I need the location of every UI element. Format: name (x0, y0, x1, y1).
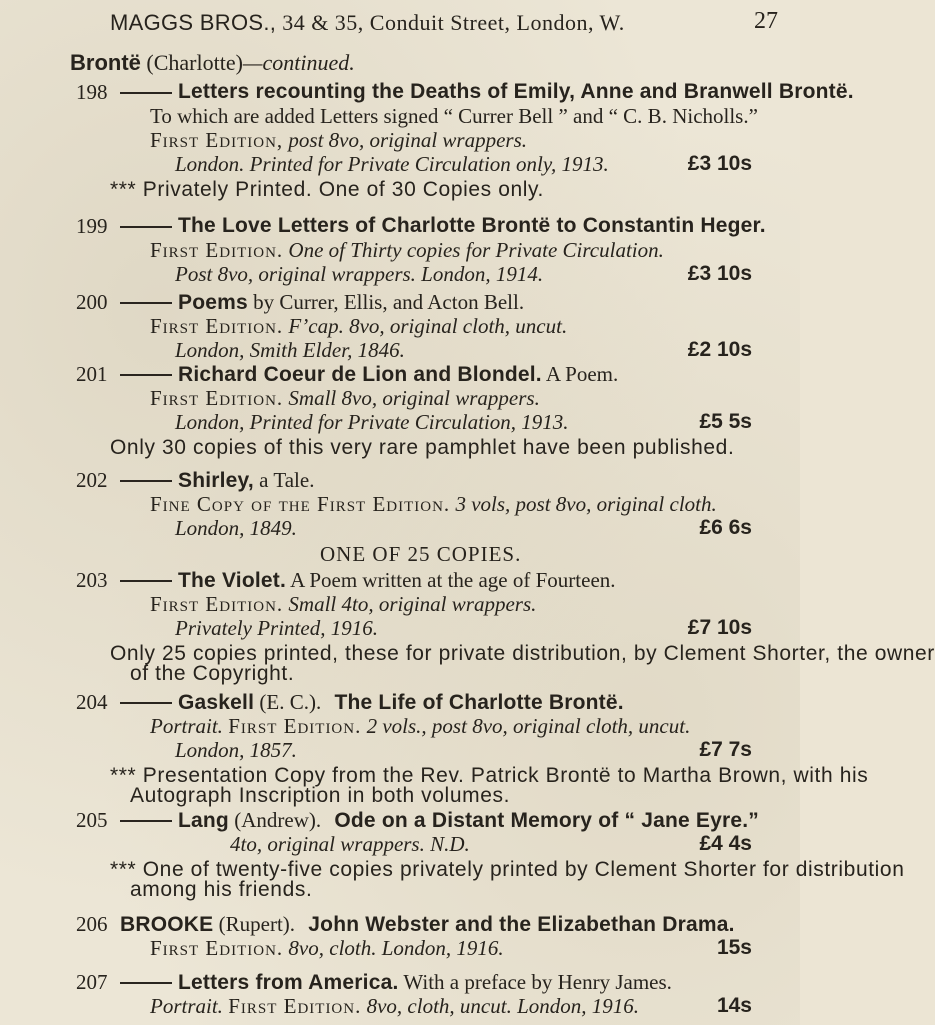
lot-author-rest: (E. C.). (259, 690, 322, 714)
lot-format: Small 4to, original wrappers. (288, 592, 537, 616)
lot-price: £6 6s (699, 516, 752, 539)
lot-title: Letters recounting the Deaths of Emily, Anne and Branwell Brontë. (178, 80, 854, 103)
lot-format: post 8vo, original wrappers. (288, 128, 528, 152)
lot-imprint: London, Printed for Private Circulation, 1913. (175, 410, 569, 434)
lot-dash (120, 580, 172, 582)
lot-edition: First Edition. (150, 238, 284, 262)
lot-title-rest: A Poem written at the age of Fourteen. (290, 568, 616, 592)
lot-number: 207 (76, 970, 108, 994)
lot-price: £3 10s (687, 152, 752, 175)
lot-dash (120, 226, 172, 228)
lot-line-2 (150, 314, 567, 338)
lot-note: *** One of twenty-five copies privately printed by Clement Shorter for distribution (110, 858, 905, 881)
lot-title-bold: Letters from America. (178, 971, 399, 994)
lot-title-rest: A Poem. (545, 362, 619, 386)
lot-number: 200 (76, 290, 108, 314)
lot-edition: First Edition. (150, 314, 284, 338)
lot-author-rest: (Andrew). (234, 808, 322, 832)
lot-line-2: To which are added Letters signed “ Currer Bell ” and “ C. B. Nicholls.” (150, 104, 758, 128)
lot-number: 206 (76, 912, 108, 936)
section-continued: —continued. (242, 50, 355, 75)
lot-title (178, 690, 624, 715)
lot-imprint: London, 1857. (175, 738, 297, 762)
lot-imprint: Post 8vo, original wrappers. London, 1914. (175, 262, 544, 286)
lot-title-bold: Poems (178, 291, 248, 314)
lot-format: 4to, original wrappers. N.D. (230, 832, 470, 856)
lot-note: Only 30 copies of this very rare pamphlet have been published. (110, 436, 735, 459)
lot-line-2 (150, 492, 717, 516)
lot-number: 199 (76, 214, 108, 238)
lot-line-2 (150, 592, 536, 616)
lot-note-cont: of the Copyright. (130, 662, 295, 685)
lot-price: £3 10s (687, 262, 752, 285)
lot-author: Lang (178, 809, 229, 832)
lot-note-cont: Autograph Inscription in both volumes. (130, 784, 511, 807)
lot-author: BROOKE (120, 913, 214, 936)
lot-edition: First Edition, (150, 128, 284, 152)
lot-format: 8vo, cloth. London, 1916. (288, 936, 504, 960)
lot-title (178, 970, 672, 995)
lot-title (178, 362, 618, 387)
lot-number: 202 (76, 468, 108, 492)
lot-price: 15s (716, 936, 752, 959)
lot-format: 8vo, cloth, uncut. London, 1916. (366, 994, 640, 1018)
lot-format: 3 vols, post 8vo, original cloth. (455, 492, 717, 516)
lot-number: 205 (76, 808, 108, 832)
lot-imprint: London, Smith Elder, 1846. (175, 338, 405, 362)
lot-line-2 (150, 238, 664, 262)
lot-edition: First Edition. (150, 936, 284, 960)
lot-line-2 (150, 386, 540, 410)
lot-edition: Fine Copy of the First Edition. (150, 492, 451, 516)
lot-price: 14s (716, 994, 752, 1017)
lot-line-2 (150, 994, 639, 1018)
lot-price: £5 5s (699, 410, 752, 433)
lot-imprint: Privately Printed, 1916. (175, 616, 378, 640)
lot-line-2 (150, 714, 690, 738)
lot-note: *** Presentation Copy from the Rev. Patrick Brontë to Martha Brown, with his (110, 764, 869, 787)
lot-dash (120, 820, 172, 822)
lot-title-bold: Ode on a Distant Memory of “ Jane Eyre.” (334, 809, 759, 832)
lot-note: *** Privately Printed. One of 30 Copies only. (110, 178, 544, 201)
lot-portrait: Portrait. (150, 994, 223, 1018)
lot-number: 198 (76, 80, 108, 104)
lot-title (178, 290, 524, 315)
section-author: Brontë (70, 50, 141, 75)
lot-imprint: London. Printed for Private Circulation only, 1913. (175, 152, 609, 176)
lot-dash (120, 702, 172, 704)
lot-dash (120, 92, 172, 94)
lot-title-bold: John Webster and the Elizabethan Drama. (308, 913, 735, 936)
lot-title: The Love Letters of Charlotte Brontë to Constantin Heger. (178, 214, 766, 237)
lot-number: 201 (76, 362, 108, 386)
lot-line-2 (150, 936, 504, 960)
lot-edition: First Edition. (228, 994, 362, 1018)
lot-author-rest: (Rupert). (218, 912, 296, 936)
lot-format: 2 vols., post 8vo, original cloth, uncut. (366, 714, 691, 738)
lot-title-bold: Shirley, (178, 469, 254, 492)
lot-portrait: Portrait. (150, 714, 223, 738)
lot-title-rest: a Tale. (259, 468, 315, 492)
page-number: 27 (754, 8, 778, 34)
lot-title (178, 808, 759, 833)
section-heading (70, 50, 355, 76)
lot-title-bold: Richard Coeur de Lion and Blondel. (178, 363, 542, 386)
lot-title (120, 912, 735, 937)
lot-edition: First Edition. (150, 386, 284, 410)
section-author-rest: (Charlotte) (146, 50, 243, 75)
firm-address: 34 & 35, Conduit Street, London, W. (282, 10, 625, 35)
lot-edition: First Edition. (228, 714, 362, 738)
lot-note: Only 25 copies printed, these for private distribution, by Clement Shorter, the owner (110, 642, 935, 665)
lot-title-rest: by Currer, Ellis, and Acton Bell. (253, 290, 525, 314)
lot-dash (120, 374, 172, 376)
lot-line-3 (150, 128, 527, 152)
lot-format: F’cap. 8vo, original cloth, uncut. (288, 314, 568, 338)
lot-author: Gaskell (178, 691, 255, 714)
lot-number: 204 (76, 690, 108, 714)
lot-price: £4 4s (699, 832, 752, 855)
lot-price: £7 10s (687, 616, 752, 639)
lot-dash (120, 480, 172, 482)
lot-imprint: London, 1849. (175, 516, 297, 540)
lot-description: One of Thirty copies for Private Circulation. (288, 238, 664, 262)
lot-title (178, 568, 616, 593)
lot-format: Small 8vo, original wrappers. (288, 386, 540, 410)
lot-limitation: ONE OF 25 COPIES. (320, 542, 522, 566)
lot-price: £7 7s (699, 738, 752, 761)
lot-title-rest: With a preface by Henry James. (403, 970, 672, 994)
lot-title-bold: The Life of Charlotte Brontë. (334, 691, 624, 714)
lot-title-bold: The Violet. (178, 569, 286, 592)
lot-note-cont: among his friends. (130, 878, 313, 901)
lot-number: 203 (76, 568, 108, 592)
running-head (110, 10, 710, 36)
lot-edition: First Edition. (150, 592, 284, 616)
lot-title (178, 468, 314, 493)
lot-dash (120, 982, 172, 984)
lot-price: £2 10s (687, 338, 752, 361)
firm-name: MAGGS BROS., (110, 10, 277, 35)
lot-dash (120, 302, 172, 304)
